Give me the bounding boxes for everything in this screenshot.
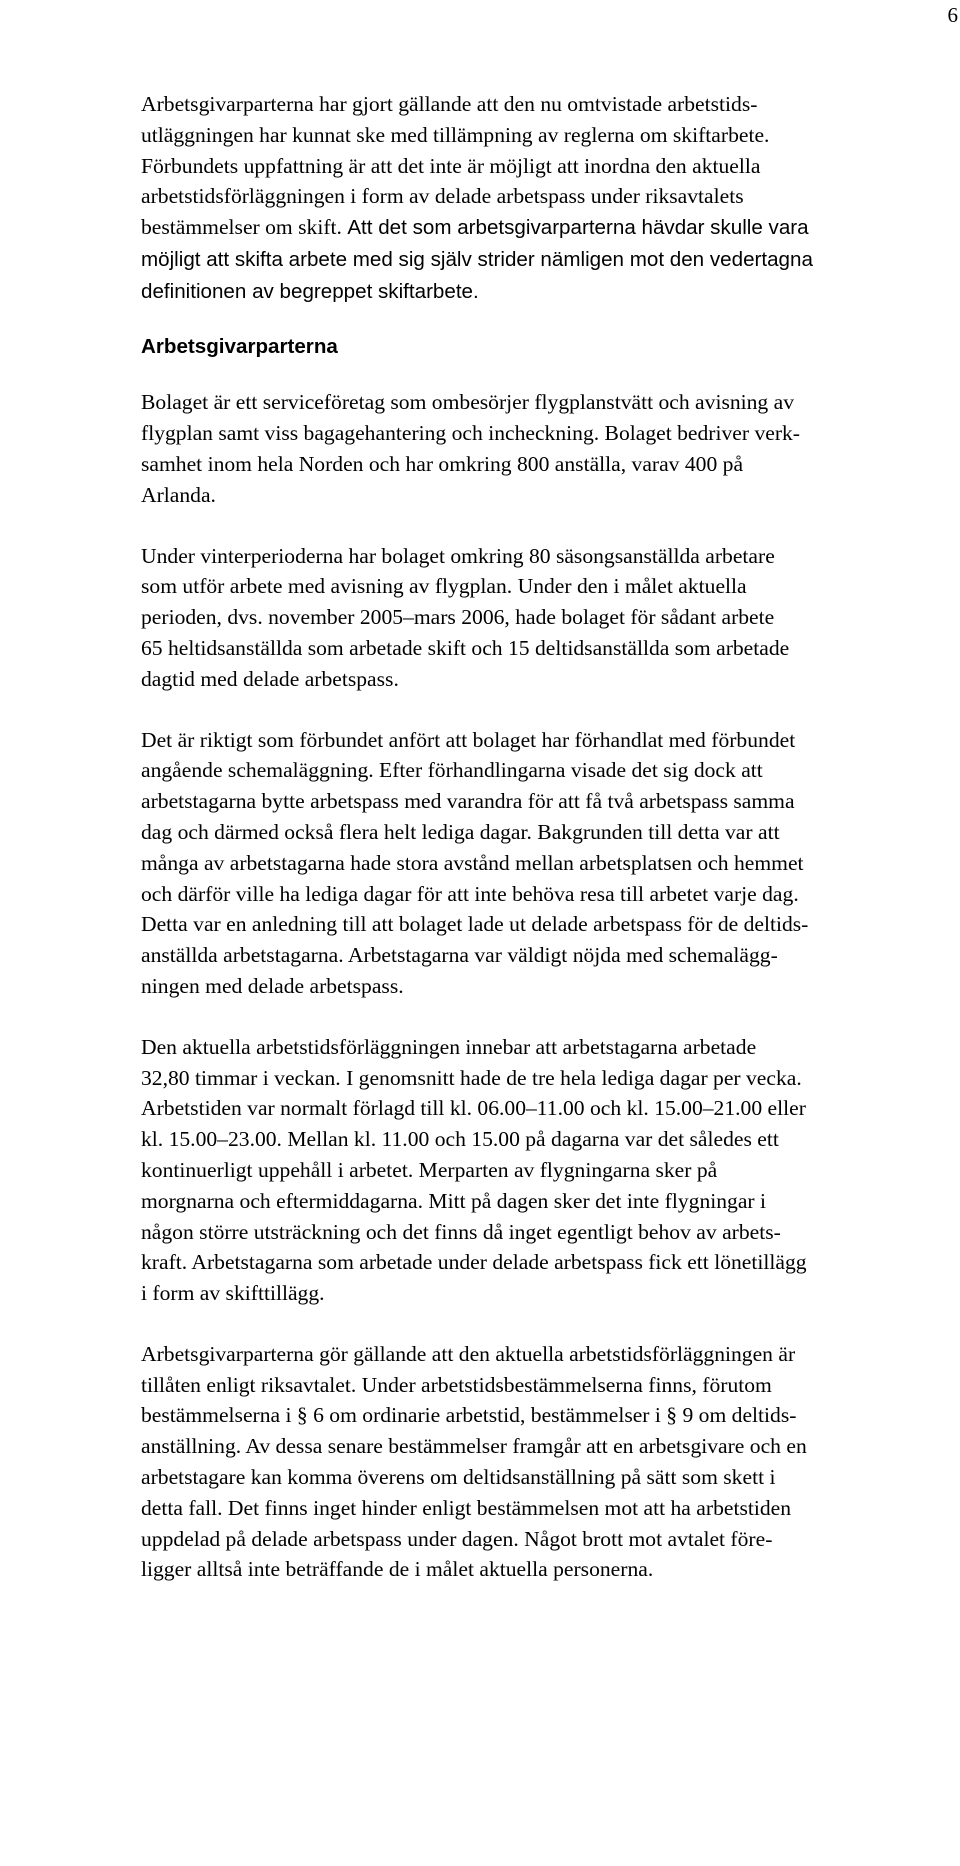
intro-paragraph	[141, 89, 931, 308]
paragraph-company-description: Bolaget är ett serviceföretag som ombesörjer flygplanstvätt och avisning av flygplan samt viss bagagehantering och incheckning. Bolaget bedriver verk- samhet inom hela Norden och har omkring 800 anställa, varav 400 på Arlanda.	[141, 390, 800, 507]
page-number: 6	[947, 3, 958, 27]
section-heading: Arbetsgivarparterna	[141, 334, 338, 358]
paragraph-negotiations: Det är riktigt som förbundet anfört att bolaget har förhandlat med förbundet angående schemaläggning. Efter förhandlingarna visade det sig dock att arbetstagarna bytte arbetspass med varandra för att få två arbetspass samma dag och därmed också flera helt lediga dagar. Bakgrunden till detta var att många av arbetstagarna hade stora avstånd mellan arbetsplatsen och hemmet och därför ville ha lediga dagar för att inte behöva resa till arbetet varje dag. Detta var en anledning till att bolaget lade ut delade arbetspass för de deltids- anställda arbetstagarna. Arbetstagarna var väldigt nöjda med schemalägg- ningen med delade arbetspass.	[141, 727, 809, 998]
intro-paragraph-serif-text: Arbetsgivarparterna har gjort gällande att den nu omtvistade arbetstids- utläggningen har kunnat ske med tillämpning av reglerna om skiftarbete. Förbundets uppfattning är att det inte är möjligt att inordna den aktuella arbetstidsförläggningen i form av delade arbetspass under riksavtalets bestämmelser om skift.	[141, 92, 770, 240]
paragraph-winter-staff: Under vinterperioderna har bolaget omkring 80 säsongsanställda arbetare som utför arbete med avisning av flygplan. Under den i målet aktuella perioden, dvs. november 2005–mars 2006, hade bolaget för sådant arbete 65 heltidsanställda som arbetade skift och 15 deltidsanställda som arbetade dagtid med delade arbetspass.	[141, 543, 790, 691]
paragraph-agreement-claim: Arbetsgivarparterna gör gällande att den aktuella arbetstidsförläggningen är tillåten enligt riksavtalet. Under arbetstidsbestämmelserna finns, förutom bestämmelserna i § 6 om ordinarie arbetstid, bestämmelser i § 9 om deltids- anställning. Av dessa senare bestämmelser framgår att en arbetsgivare och en arbetstagare kan komma överens om deltidsanställning på sätt som skett i detta fall. Det finns inget hinder enligt bestämmelsen mot att ha arbetstiden uppdelad på delade arbetspass under dagen. Något brott mot avtalet före- ligger alltså inte beträffande de i målet aktuella personerna.	[141, 1341, 807, 1582]
document-body	[141, 89, 931, 1585]
intro-paragraph-sans-text: Att det som arbetsgivarparterna hävdar skulle vara möjligt att skifta arbete med sig själv strider nämligen mot den vedertagna definitionen av begreppet skiftarbete.	[141, 216, 813, 303]
paragraph-working-hours: Den aktuella arbetstidsförläggningen innebar att arbetstagarna arbetade 32,80 timmar i veckan. I genomsnitt hade de tre hela lediga dagar per vecka. Arbetstiden var normalt förlagd till kl. 06.00–11.00 och kl. 15.00–21.00 eller kl. 15.00–23.00. Mellan kl. 11.00 och 15.00 på dagarna var det således ett kontinuerligt uppehåll i arbetet. Merparten av flygningarna sker på morgnarna och eftermiddagarna. Mitt på dagen sker det inte flygningar i någon större utsträckning och det finns då inget egentligt behov av arbets- kraft. Arbetstagarna som arbetade under delade arbetspass fick ett lönetillägg i form av skifttillägg.	[141, 1034, 807, 1306]
